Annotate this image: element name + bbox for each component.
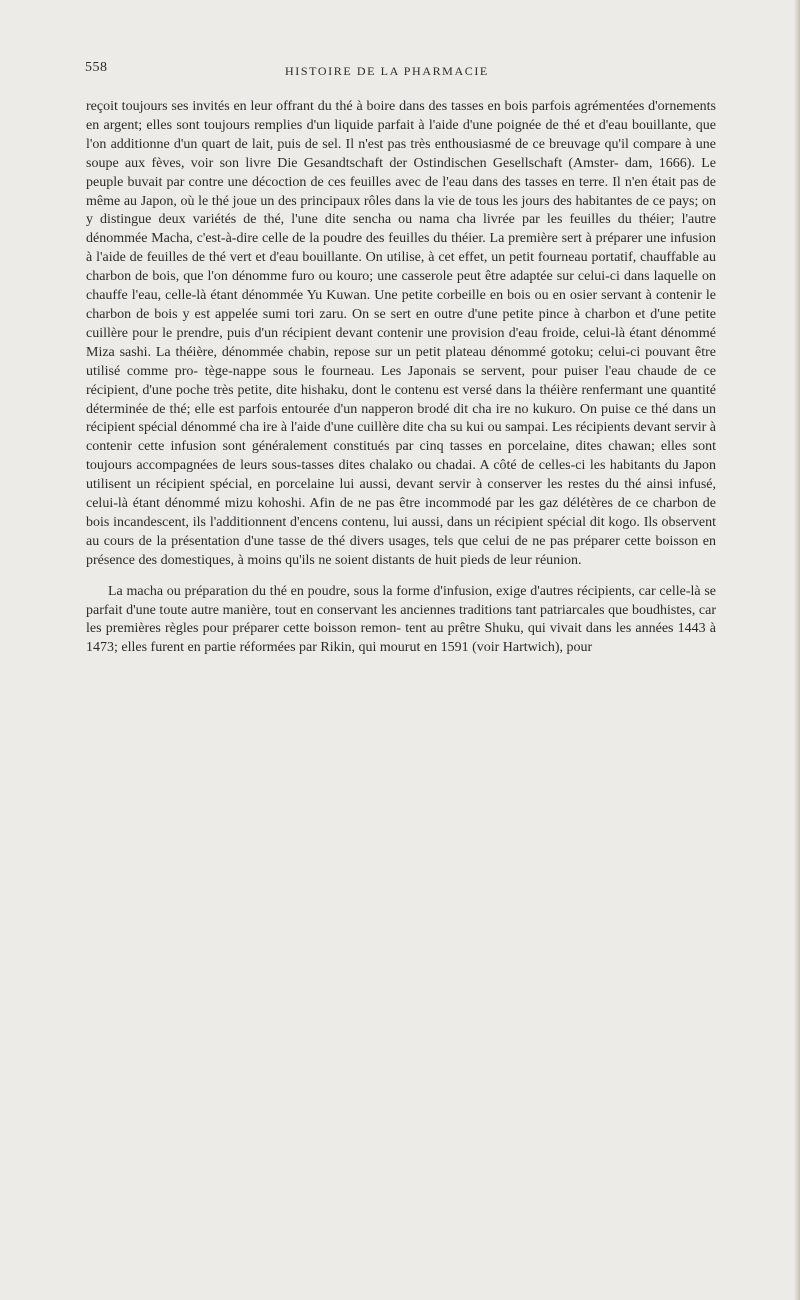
- text-line: dam, 1666). Le peuple buvait par contre une décoction de ces feuilles: [86, 155, 716, 190]
- running-head: HISTOIRE DE LA PHARMACIE: [285, 64, 489, 78]
- text-line: boudhistes, car les premières règles pour préparer cette boisson remon-: [86, 602, 717, 637]
- page-header: [85, 60, 715, 80]
- text-line: charbon de bois incandescent, ils l'additionnent d'encens contenu, lui: [86, 496, 717, 530]
- paragraph-1: [86, 98, 716, 571]
- text-line: tent au prêtre Shuku, qui vivait dans les années 1443 à 1473; elles furent: [86, 621, 716, 656]
- text-line: contenir le charbon de bois y est appelée sumi tori zaru. On se sert en: [86, 288, 717, 322]
- text-line: puis d'un récipient devant contenir une provision d'eau froide, celui-là: [226, 325, 626, 341]
- text-line: remplies d'un liquide parfait à l'aide d'une poignée de thé et d'eau: [254, 117, 628, 133]
- page-number: 558: [85, 60, 108, 75]
- text-line: chaude de ce récipient, d'une poche très petite, dite hishaku, dont le: [86, 363, 717, 398]
- text-line: habitantes de ce pays; on y distingue deux variétés de thé, l'une dite: [86, 193, 717, 228]
- text-line: où le thé joue un des principaux rôles dans la vie de tous les jours des: [180, 193, 572, 209]
- text-line: sencha ou nama cha livrée par les feuilles du théier; l'autre dénommée: [86, 212, 717, 247]
- text-line: charbon de bois, que l'on dénomme furo ou kouro; une casserole peut: [86, 269, 481, 285]
- text-line: dénommée Yu Kuwan. Une petite corbeille en bois ou en osier servant à: [241, 288, 652, 304]
- text-line: contenu est versé dans la théière renfermant une quantité déterminée: [86, 382, 716, 417]
- text-line: soient distants de huit pieds de leur réunion.: [335, 552, 582, 568]
- text-line: manière, tout en conservant les anciennes traditions tant patriarcales que: [222, 602, 629, 618]
- text-line: tasses en porcelaine, dites chawan; elles sont toujours accompagnées de: [86, 439, 717, 474]
- text-line: bouillante, que l'on additionne d'un quart de lait, puis de sel. Il n'est pas: [86, 117, 716, 152]
- text-line: très enthousiasmé de ce breuvage qu'il compare à une soupe aux fèves,: [86, 136, 716, 171]
- text-line: Macha, c'est-à-dire celle de la poudre des feuilles du théier. La première: [151, 231, 558, 247]
- text-line: aussi, dans un récipient spécial dit kogo. Ils observent au cours de la: [86, 514, 716, 549]
- text-line: kukuro. On puise ce thé dans un récipient spécial dénommé cha ire à: [86, 401, 717, 436]
- text-line: tège-nappe sous le fourneau. Les Japonais se servent, pour puiser l'eau: [204, 363, 631, 379]
- text-line: être adaptée sur celui-ci dans laquelle on chauffe l'eau, celle-là étant: [86, 269, 716, 304]
- paragraph-2: [86, 583, 716, 659]
- text-line: voir son livre Die Gesandtschaft der Ostindischen Gesellschaft (Amster-: [190, 155, 619, 171]
- text-line: du Japon utilisent un récipient spécial, en porcelaine lui aussi, devant: [86, 458, 716, 493]
- text-line: reçoit toujours ses invités en leur offrant du thé à boire dans des tasses: [86, 99, 484, 114]
- text-line: avec de l'eau dans des tasses en terre. Il n'en était pas de même au Japon,: [86, 174, 716, 209]
- text-line: mizu kohoshi. Afin de ne pas être incommodé par les gaz délétères de ce: [224, 496, 649, 512]
- text-line: outre d'une petite pince à charbon et d'une petite cuillère pour le prendre,: [86, 306, 717, 341]
- text-line: en partie réformées par Rikin, qui mourut en 1591 (voir Hartwich), pour: [187, 640, 593, 656]
- page-edge-shadow: [794, 0, 800, 1300]
- text-line: préparer cette boisson en présence des domestiques, à moins qu'ils ne: [86, 533, 717, 568]
- text-line: petit plateau dénommé gotoku; celui-ci pouvant être utilisé comme pro-: [86, 344, 716, 379]
- text-line: étant dénommé Miza sashi. La théière, dénommée chabin, repose sur un: [86, 325, 717, 360]
- text-line: bouillante. On utilise, à cet effet, un petit fourneau portatif, chauffable au: [302, 250, 716, 266]
- text-line: présentation d'une tasse de thé divers usages, tels que celui de ne pas: [171, 533, 569, 549]
- text-line: en bois parfois agrémentées d'ornements en argent; elles sont toujours: [86, 99, 717, 133]
- text-line: l'aide d'une cuillère dite cha su kui ou sampai. Les récipients devant: [290, 420, 671, 436]
- text-line: exige d'autres récipients, car celle-là se parfait d'une toute autre: [86, 583, 717, 618]
- text-line: servir à contenir cette infusion sont généralement constitués par cinq: [86, 420, 717, 455]
- text-line: de thé; elle est parfois entourée d'un napperon brodé dit cha ire no: [152, 401, 529, 417]
- text-line: servir à conserver les restes du thé ainsi infusé, celui-là étant dénommé: [86, 477, 716, 512]
- body-text: [86, 98, 716, 658]
- text-line: leurs sous-tasses dites chalako ou chadai. A côté de celles-ci les habitants: [240, 458, 661, 474]
- text-line: La macha ou préparation du thé en poudre, sous la forme d'infusion,: [108, 583, 493, 599]
- text-line: sert à préparer une infusion à l'aide de feuilles de thé vert et d'eau: [86, 231, 717, 266]
